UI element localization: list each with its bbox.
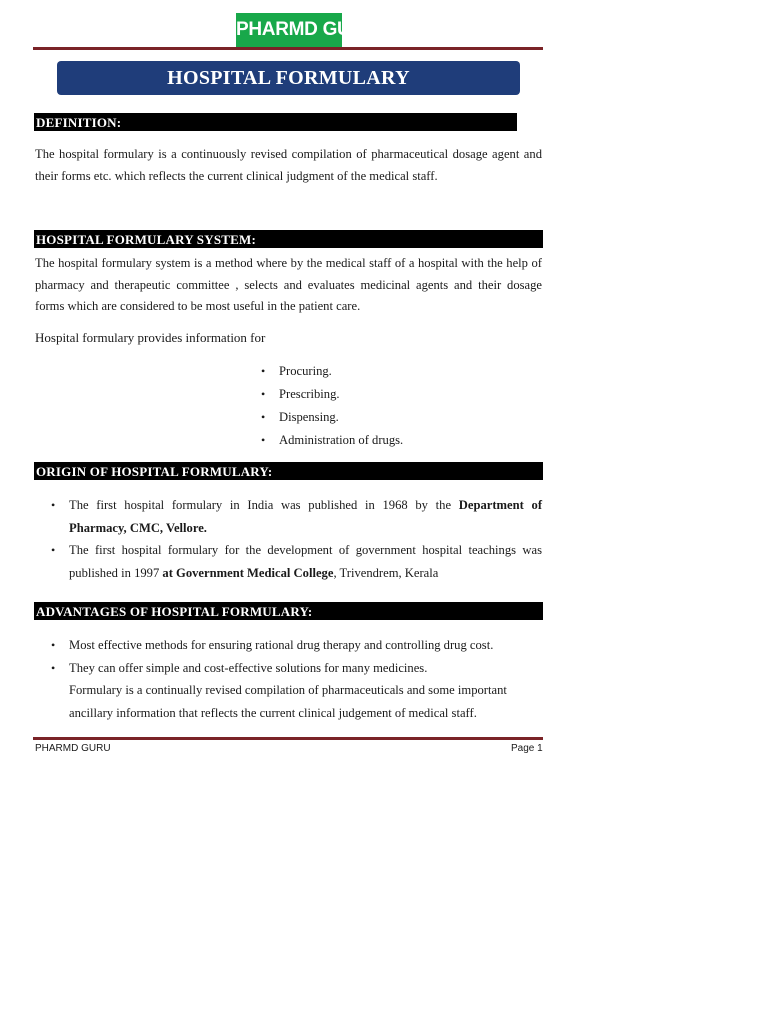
bullet-icon: • xyxy=(51,543,56,557)
footer-brand: PHARMD GURU xyxy=(35,743,111,754)
info-list xyxy=(261,362,403,454)
bullet-icon: • xyxy=(51,660,56,675)
pharmd-guru-logo: PHARMD GURU xyxy=(236,13,342,47)
page-title: HOSPITAL FORMULARY xyxy=(57,61,520,95)
origin-item2-tail: , Trivendrem, Kerala xyxy=(333,565,439,580)
origin-heading: ORIGIN OF HOSPITAL FORMULARY: xyxy=(34,462,543,480)
header-rule xyxy=(33,47,543,50)
bullet-icon: • xyxy=(261,410,266,424)
list-item-label: Most effective methods for ensuring rational drug therapy and controlling drug cost. xyxy=(69,638,494,652)
list-item-label: Dispensing. xyxy=(279,410,339,424)
origin-item1-bold: Department of Pharmacy, CMC, Vellore. xyxy=(69,498,543,535)
footer-rule xyxy=(33,737,543,740)
list-item-label: They can offer simple and cost-effective solutions for many medicines. xyxy=(69,660,428,675)
origin-list xyxy=(51,494,542,584)
page-number: Page 1 xyxy=(511,743,543,754)
system-paragraph: The hospital formulary system is a method where by the medical staff of a hospital with the help of pharmacy and therapeutic committee , selects and evaluates medicinal agents and their dosage forms which are considered to be most useful in the patient care. xyxy=(35,256,542,313)
list-item xyxy=(261,431,403,454)
list-item-label: Administration of drugs. xyxy=(279,433,404,447)
system-heading: HOSPITAL FORMULARY SYSTEM: xyxy=(34,230,543,248)
info-intro: Hospital formulary provides information for xyxy=(35,330,266,345)
advantages-continuation: Formulary is a continually revised compilation of pharmaceuticals and some important ancillary information that reflects the current clinical judgement of medical staff. xyxy=(69,683,507,720)
definition-heading: DEFINITION: xyxy=(34,113,517,131)
origin-item2-bold: at Government Medical College xyxy=(162,565,334,580)
bullet-icon: • xyxy=(261,364,266,378)
list-item xyxy=(51,539,542,584)
definition-paragraph: The hospital formulary is a continuously revised compilation of pharmaceutical dosage agent and their forms etc. which reflects the current clinical judgment of the medical staff. xyxy=(35,147,542,183)
list-item xyxy=(261,385,403,408)
advantages-heading: ADVANTAGES OF HOSPITAL FORMULARY: xyxy=(34,602,543,620)
list-item xyxy=(51,494,542,539)
list-item xyxy=(51,657,542,680)
origin-item1-text: The first hospital formulary in India was published in 1968 by the xyxy=(69,498,459,512)
list-item xyxy=(261,408,403,431)
list-item xyxy=(51,634,542,657)
bullet-icon: • xyxy=(261,433,266,447)
list-item-label: Procuring. xyxy=(279,364,332,378)
bullet-icon: • xyxy=(51,498,56,512)
bullet-icon: • xyxy=(261,387,266,401)
origin-item2-text: The first hospital formulary for the development of government hospital teachings was published in 1997 xyxy=(69,543,542,580)
list-item xyxy=(261,362,403,385)
bullet-icon: • xyxy=(51,638,56,652)
list-item-label: Prescribing. xyxy=(279,387,340,401)
advantages-list xyxy=(51,634,542,679)
